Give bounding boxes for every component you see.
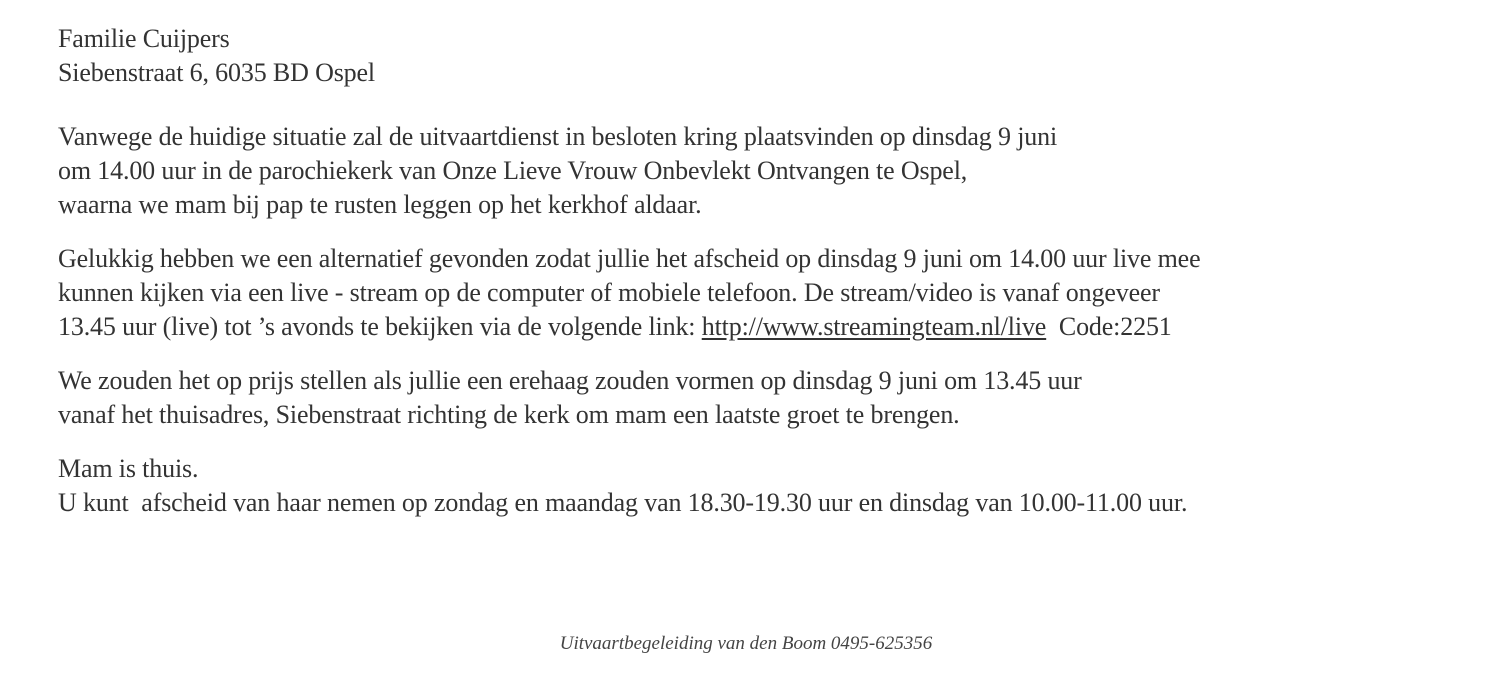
footer-funeral-director: Uitvaartbegeleiding van den Boom 0495-625356: [559, 633, 933, 654]
stream-link[interactable]: http://www.streamingteam.nl/live: [701, 312, 1047, 341]
street-address: Siebenstraat 6, 6035 BD Ospel: [58, 58, 375, 87]
document-body: [58, 22, 1468, 520]
stream-line-3-text: 13.45 uur (live) tot ’s avonds te bekijken via de volgende link:: [58, 312, 702, 341]
stream-paragraph: [58, 242, 1468, 344]
stream-line-3: [58, 310, 1468, 344]
visit-line-2: U kunt afscheid van haar nemen op zondag en maandag van 18.30-19.30 uur en dinsdag van 10.00-11.00 uur.: [58, 488, 1188, 517]
family-name: Familie Cuijpers: [58, 24, 230, 53]
stream-line-2: kunnen kijken via een live - stream op de computer of mobiele telefoon. De stream/video is vanaf ongeveer: [58, 278, 1160, 307]
service-line-1: Vanwege de huidige situatie zal de uitvaartdienst in besloten kring plaatsvinden op dinsdag 9 juni: [58, 122, 1058, 151]
service-line-3: waarna we mam bij pap te rusten leggen op het kerkhof aldaar.: [58, 190, 702, 219]
visit-line-1: Mam is thuis.: [58, 454, 199, 483]
stream-code: Code:2251: [1046, 312, 1172, 341]
address-block: [58, 22, 1468, 90]
visit-paragraph: [58, 452, 1468, 520]
erehaag-line-2: vanaf het thuisadres, Siebenstraat richting de kerk om mam een laatste groet te brengen.: [58, 400, 960, 429]
service-line-2: om 14.00 uur in de parochiekerk van Onze Lieve Vrouw Onbevlekt Ontvangen te Ospel,: [58, 156, 968, 185]
service-paragraph: [58, 120, 1468, 222]
stream-line-1: Gelukkig hebben we een alternatief gevonden zodat jullie het afscheid op dinsdag 9 juni om 14.00 uur live mee: [58, 244, 1201, 273]
erehaag-paragraph: [58, 364, 1468, 432]
erehaag-line-1: We zouden het op prijs stellen als jullie een erehaag zouden vormen op dinsdag 9 juni om 13.45 uur: [58, 366, 1082, 395]
